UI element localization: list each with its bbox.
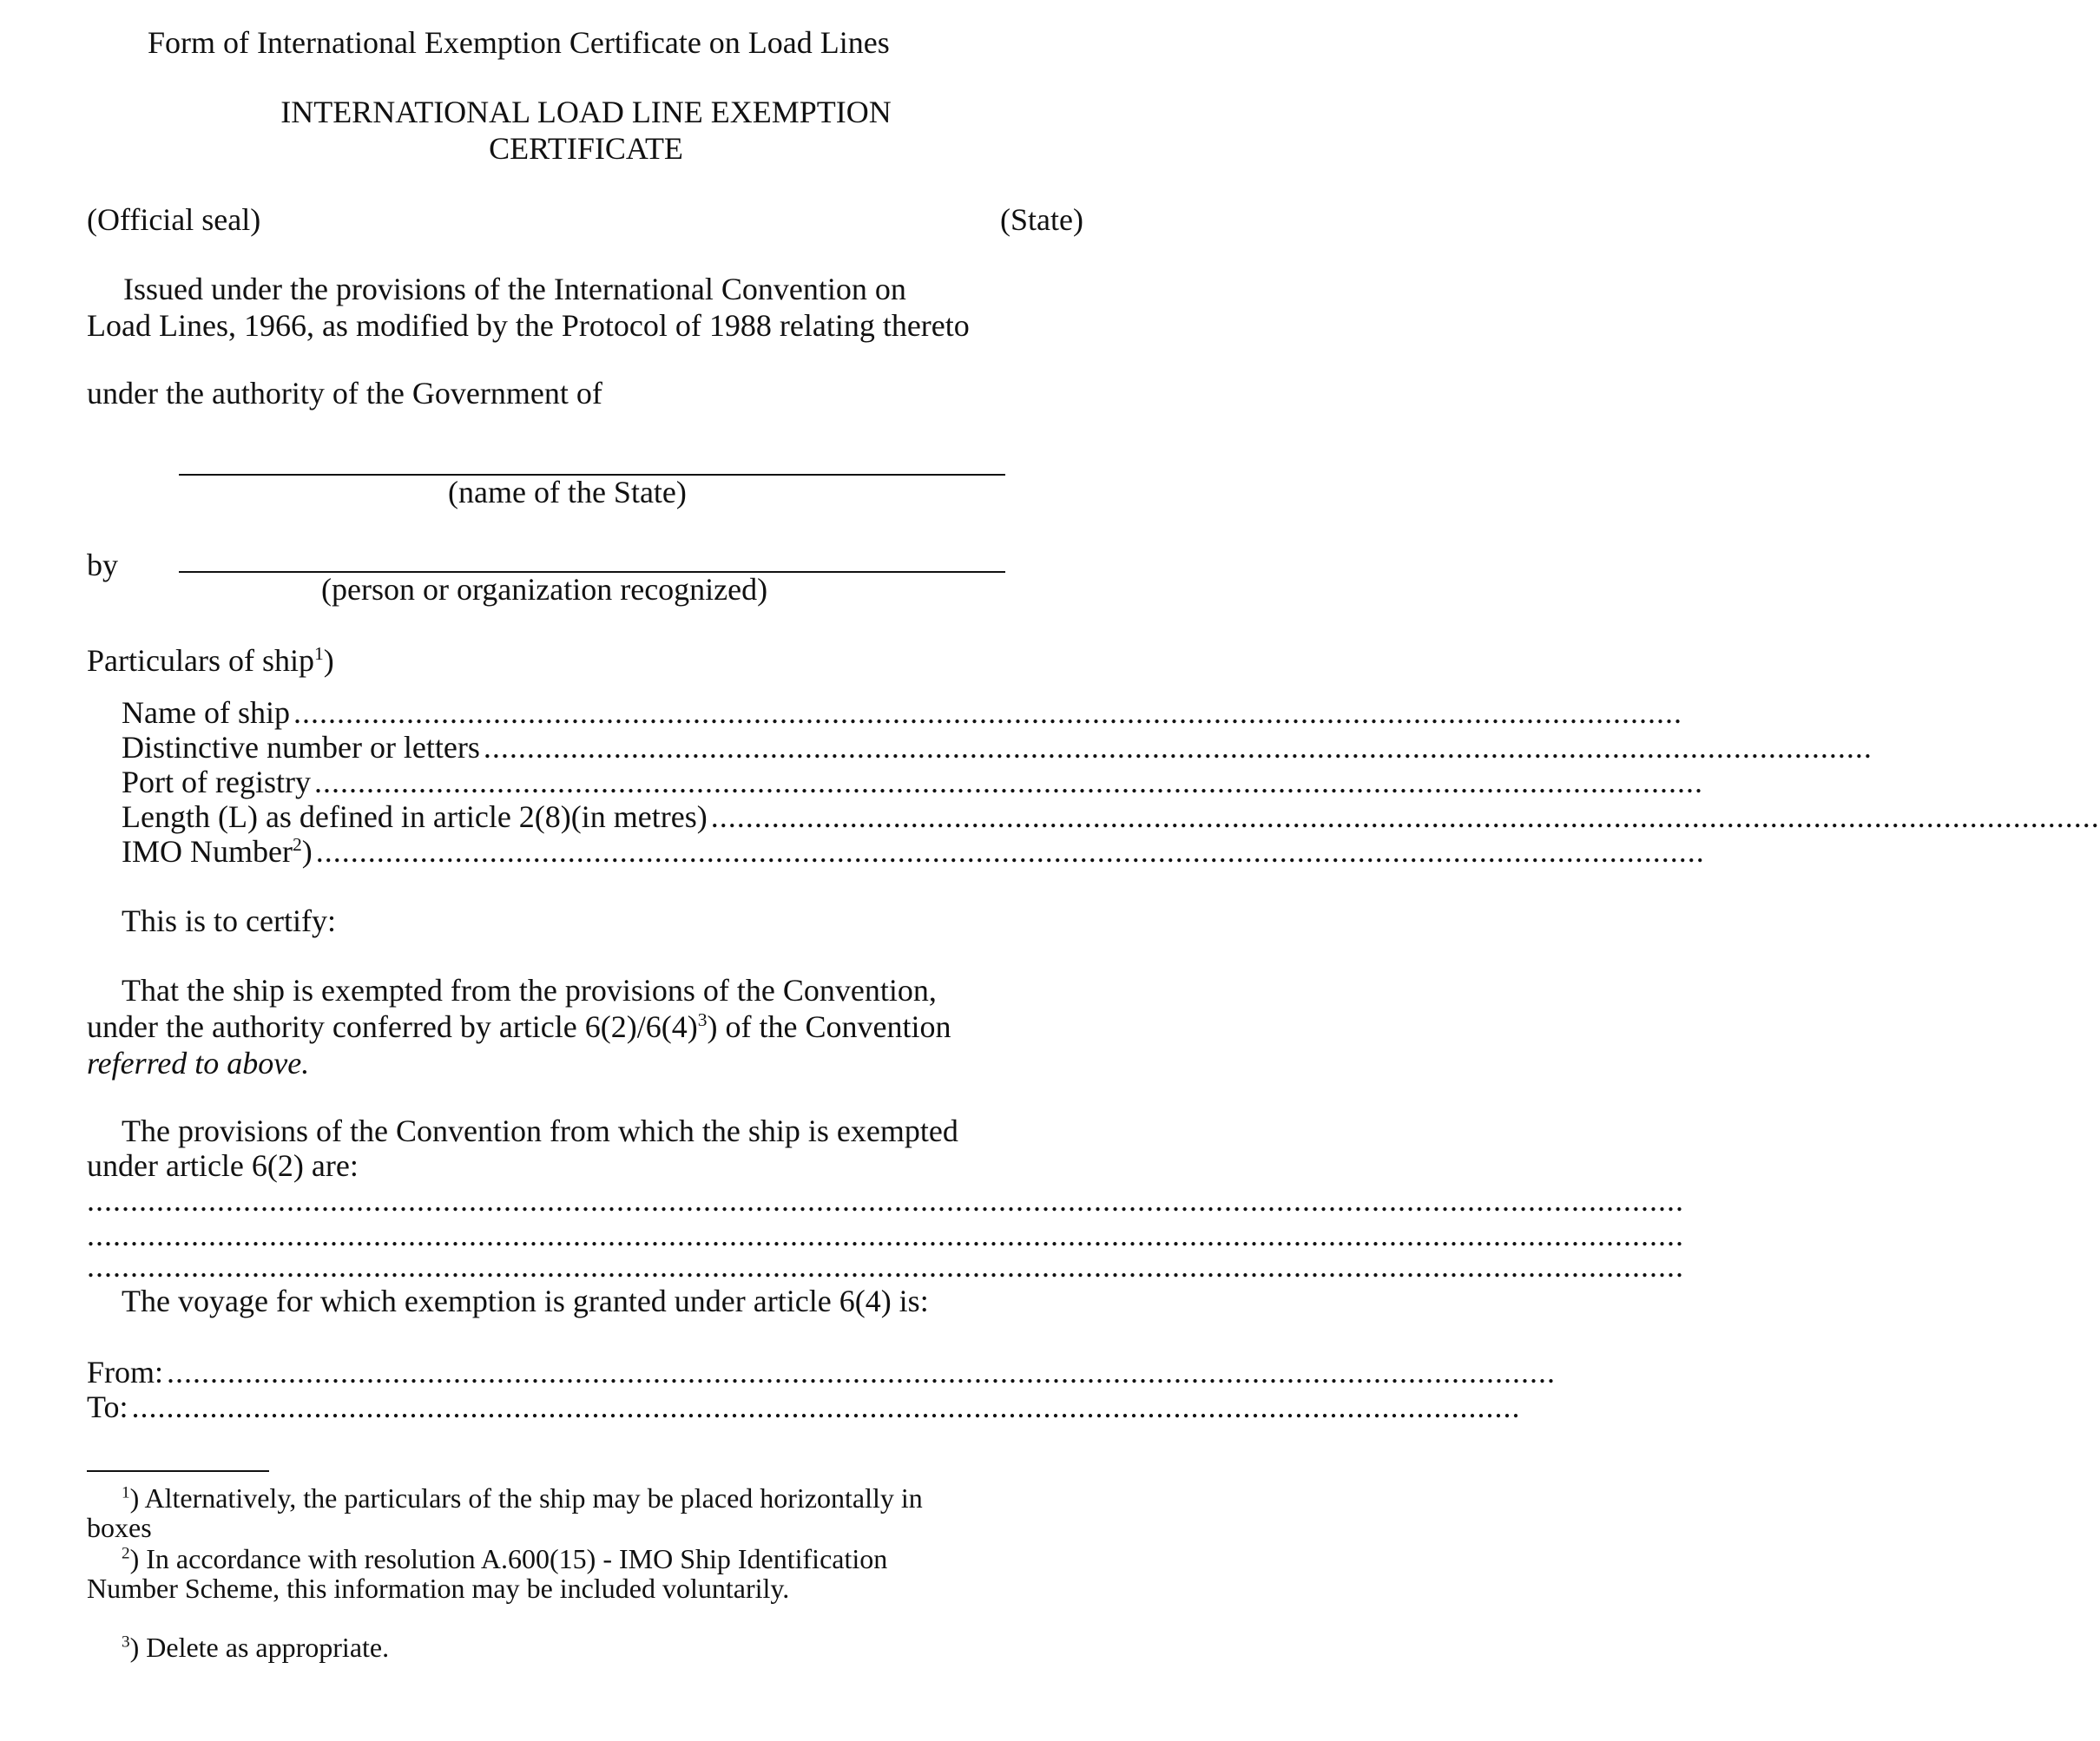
footnote-3-line1: $^3$) Delete as appropriate. — [122, 1632, 390, 1663]
voyage-to-field[interactable] — [87, 1389, 1521, 1425]
to-label: To: — [87, 1390, 128, 1424]
field-imo-number[interactable] — [122, 833, 1705, 870]
issued-line2: Load Lines, 1966, as modified by the Protocol of 1988 relating thereto — [87, 308, 970, 343]
footnote-separator — [87, 1470, 269, 1472]
exemption-blank-line-2[interactable]: ........................................................................................................................................................................................ — [87, 1218, 1684, 1252]
footnote-1-line1: $^1$) Alternatively, the particulars of the ship may be placed horizontally in — [122, 1482, 923, 1514]
field-length[interactable] — [122, 798, 2100, 835]
authority-line: under the authority of the Government of — [87, 376, 602, 411]
certify-heading: This is to certify: — [122, 903, 336, 938]
field-distinctive-number[interactable] — [122, 729, 1873, 765]
exemption-blank-line-3[interactable]: ........................................................................................................................................................................................ — [87, 1249, 1684, 1284]
certificate-title-line2: CERTIFICATE — [489, 131, 683, 166]
field-label: Length (L) as defined in article 2(8)(in metres) — [122, 799, 708, 834]
particulars-heading: Particulars of ship$^1$) — [87, 643, 334, 678]
issued-line1: Issued under the provisions of the International Convention on — [123, 272, 906, 306]
dot-leader: ................................................................................................................................................................ — [313, 765, 1703, 799]
field-port-of-registry[interactable] — [122, 764, 1703, 800]
certify-para2-line1: The provisions of the Convention from which the ship is exempted — [122, 1114, 958, 1148]
footnote-2-line2: Number Scheme, this information may be included voluntarily. — [87, 1573, 790, 1604]
issued-line1-wrap — [87, 271, 1094, 307]
dot-leader: ................................................................................................................................................................ — [315, 834, 1705, 869]
certify-para1-line2: under the authority conferred by article $6(2)/6(4)^3$) of the Convention — [87, 1009, 951, 1044]
dot-leader: ................................................................................................................................................................ — [131, 1390, 1521, 1424]
by-label: by — [87, 548, 118, 582]
dot-leader: ................................................................................................................................................................ — [293, 695, 1682, 730]
certify-para2-line2: under article 6(2) are: — [87, 1148, 359, 1183]
field-label: Name of ship — [122, 695, 290, 730]
footnote-2-line1: $^2$) In accordance with resolution A.600(15) - IMO Ship Identification — [122, 1543, 888, 1574]
field-label: Port of registry — [122, 765, 311, 799]
official-seal-label: (Official seal) — [87, 202, 261, 237]
voyage-from-field[interactable] — [87, 1354, 1557, 1390]
certificate-title-line1: INTERNATIONAL LOAD LINE EXEMPTION — [280, 95, 892, 129]
dot-leader: ................................................................................................................................................................ — [167, 1355, 1557, 1390]
field-name-of-ship[interactable] — [122, 694, 1682, 731]
field-label: Distinctive number or letters — [122, 730, 480, 765]
field-label: IMO Number$^2$) — [122, 834, 313, 869]
form-title: Form of International Exemption Certificate on Load Lines — [148, 25, 890, 60]
footnote-1-line2: boxes — [87, 1512, 152, 1543]
name-of-state-caption: (name of the State) — [448, 475, 687, 509]
person-caption: (person or organization recognized) — [321, 572, 768, 607]
state-label: (State) — [1000, 202, 1083, 237]
from-label: From: — [87, 1355, 164, 1390]
dot-leader: ................................................................................................................................................................ — [483, 730, 1873, 765]
voyage-line: The voyage for which exemption is granted under article 6(4) is: — [122, 1284, 929, 1318]
dot-leader: ................................................................................................................................................................ — [710, 799, 2100, 834]
certify-para1-line1: That the ship is exempted from the provisions of the Convention, — [122, 973, 937, 1008]
certify-para1-line3: referred to above. — [87, 1046, 310, 1081]
exemption-blank-line-1[interactable]: ........................................................................................................................................................................................ — [87, 1183, 1684, 1218]
